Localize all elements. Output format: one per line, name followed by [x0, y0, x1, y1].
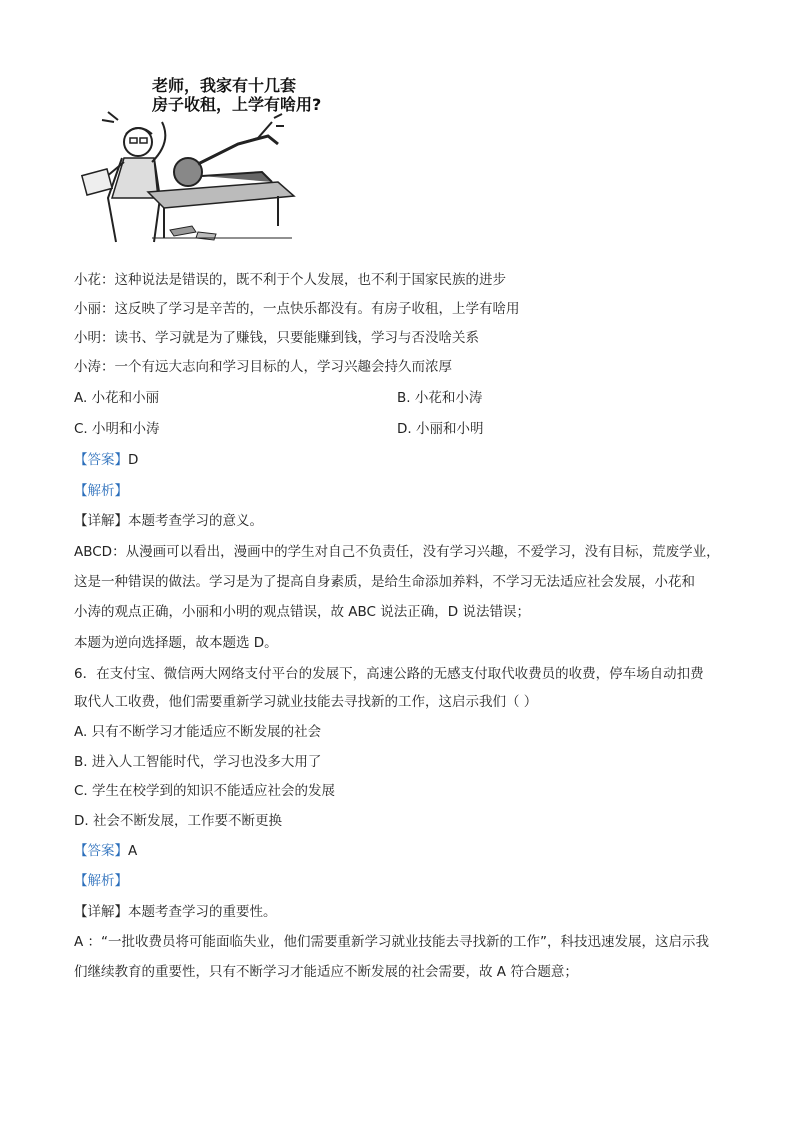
caption-line-1: 老师，我家有十几套	[152, 76, 297, 95]
answer-label: 【答案】	[74, 843, 128, 859]
q6-stem-line: 6．在支付宝、微信两大网络支付平台的发展下，高速公路的无感支付取代收费员的收费，停车场自动扣费	[74, 666, 704, 682]
detail-label: 【详解】	[74, 513, 128, 529]
q6-explain-line: A ：“一批收费员将可能面临失业，他们需要重新学习就业技能去寻找新的工作”，科技迅速发展，这启示我	[74, 934, 710, 950]
q5-analysis-label: 【解析】	[74, 483, 128, 499]
q5-option-c: C. 小明和小涛	[74, 421, 160, 437]
statement-xiaoming: 小明：读书、学习就是为了赚钱，只要能赚到钱，学习与否没啥关系	[74, 330, 479, 346]
q6-option-d: D. 社会不断发展，工作要不断更换	[74, 813, 282, 829]
answer-label: 【答案】	[74, 452, 128, 468]
statement-xiaotao: 小涛：一个有远大志向和学习目标的人，学习兴趣会持久而浓厚	[74, 359, 452, 375]
q5-explain-line: ABCD：从漫画可以看出，漫画中的学生对自己不负责任，没有学习兴趣，不爱学习，没有目标，荒废学业，	[74, 544, 720, 560]
statement-xiaoli: 小丽：这反映了学习是辛苦的，一点快乐都没有。有房子收租，上学有啥用	[74, 301, 520, 317]
detail-label: 【详解】	[74, 904, 128, 920]
q6-analysis-label: 【解析】	[74, 873, 128, 889]
q5-detail	[74, 512, 263, 530]
statement-xiaohua: 小花：这种说法是错误的，既不利于个人发展，也不利于国家民族的进步	[74, 272, 506, 288]
q6-stem-line: 取代人工收费，他们需要重新学习就业技能去寻找新的工作，这启示我们（ ）	[74, 694, 538, 710]
q5-explain-line: 本题为逆向选择题，故本题选 D。	[74, 635, 278, 651]
q5-explain-line: 这是一种错误的做法。学习是为了提高自身素质，是给生命添加养料，不学习无法适应社会发展，小花和	[74, 574, 695, 590]
q6-option-c: C. 学生在校学到的知识不能适应社会的发展	[74, 783, 336, 799]
q6-explain-line: 们继续教育的重要性，只有不断学习才能适应不断发展的社会需要，故 A 符合题意；	[74, 964, 578, 980]
answer-value: A	[128, 843, 138, 859]
q5-answer	[74, 451, 138, 469]
q5-option-a: A. 小花和小丽	[74, 390, 160, 406]
detail-text: 本题考查学习的意义。	[128, 513, 263, 529]
q6-answer	[74, 842, 137, 860]
detail-text: 本题考查学习的重要性。	[128, 904, 277, 920]
cartoon-caption	[152, 76, 321, 114]
q6-option-b: B. 进入人工智能时代，学习也没多大用了	[74, 754, 322, 770]
q5-option-b: B. 小花和小涛	[397, 390, 483, 406]
q5-explain-line: 小涛的观点正确，小丽和小明的观点错误，故 ABC 说法正确，D 说法错误；	[74, 604, 530, 620]
q5-option-d: D. 小丽和小明	[397, 421, 484, 437]
answer-value: D	[128, 452, 139, 468]
caption-line-2: 房子收租，上学有啥用?	[152, 95, 322, 114]
q6-option-a: A. 只有不断学习才能适应不断发展的社会	[74, 724, 322, 740]
q6-detail	[74, 903, 277, 921]
